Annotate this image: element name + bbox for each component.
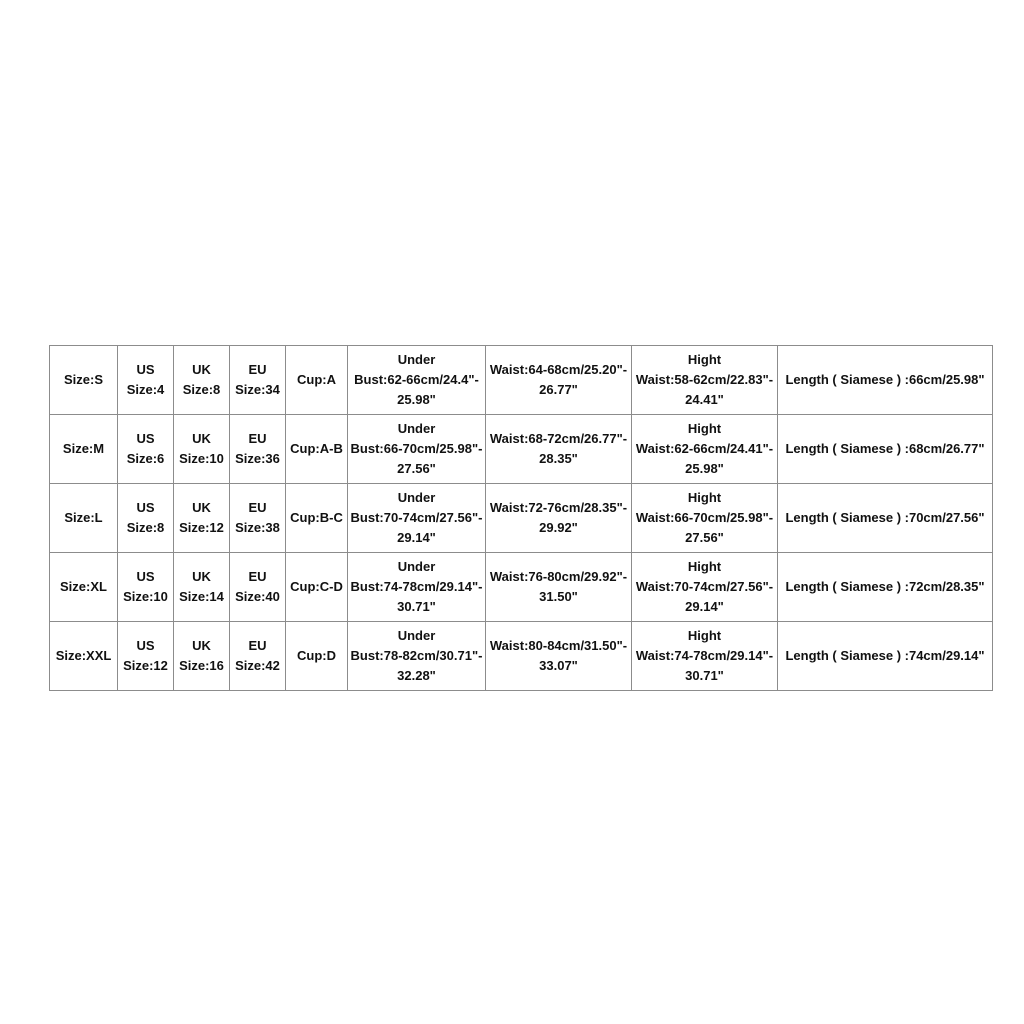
- under-bust-cell: Under Bust:70-74cm/27.56"- 29.14": [348, 484, 486, 553]
- us-size-cell: US Size:6: [118, 415, 174, 484]
- uk-size-cell: UK Size:16: [174, 622, 230, 691]
- eu-size-cell: EU Size:38: [230, 484, 286, 553]
- cup-cell: Cup:D: [286, 622, 348, 691]
- uk-size-cell: UK Size:10: [174, 415, 230, 484]
- waist-cell: Waist:68-72cm/26.77"- 28.35": [486, 415, 632, 484]
- us-size-cell: US Size:12: [118, 622, 174, 691]
- uk-size-cell: UK Size:12: [174, 484, 230, 553]
- under-bust-cell: Under Bust:78-82cm/30.71"- 32.28": [348, 622, 486, 691]
- eu-size-cell: EU Size:34: [230, 346, 286, 415]
- length-cell: Length ( Siamese ) :72cm/28.35": [778, 553, 993, 622]
- hight-waist-cell: Hight Waist:62-66cm/24.41"- 25.98": [632, 415, 778, 484]
- length-cell: Length ( Siamese ) :74cm/29.14": [778, 622, 993, 691]
- hight-waist-cell: Hight Waist:58-62cm/22.83"- 24.41": [632, 346, 778, 415]
- under-bust-cell: Under Bust:66-70cm/25.98"- 27.56": [348, 415, 486, 484]
- table-row: [50, 415, 993, 484]
- waist-cell: Waist:72-76cm/28.35"- 29.92": [486, 484, 632, 553]
- us-size-cell: US Size:4: [118, 346, 174, 415]
- eu-size-cell: EU Size:42: [230, 622, 286, 691]
- hight-waist-cell: Hight Waist:66-70cm/25.98"- 27.56": [632, 484, 778, 553]
- length-cell: Length ( Siamese ) :70cm/27.56": [778, 484, 993, 553]
- eu-size-cell: EU Size:40: [230, 553, 286, 622]
- size-cell: Size:L: [50, 484, 118, 553]
- hight-waist-cell: Hight Waist:74-78cm/29.14"- 30.71": [632, 622, 778, 691]
- eu-size-cell: EU Size:36: [230, 415, 286, 484]
- size-cell: Size:XXL: [50, 622, 118, 691]
- length-cell: Length ( Siamese ) :66cm/25.98": [778, 346, 993, 415]
- size-cell: Size:S: [50, 346, 118, 415]
- cup-cell: Cup:A-B: [286, 415, 348, 484]
- waist-cell: Waist:64-68cm/25.20"- 26.77": [486, 346, 632, 415]
- hight-waist-cell: Hight Waist:70-74cm/27.56"- 29.14": [632, 553, 778, 622]
- table-row: [50, 346, 993, 415]
- waist-cell: Waist:76-80cm/29.92"- 31.50": [486, 553, 632, 622]
- waist-cell: Waist:80-84cm/31.50"- 33.07": [486, 622, 632, 691]
- length-cell: Length ( Siamese ) :68cm/26.77": [778, 415, 993, 484]
- under-bust-cell: Under Bust:74-78cm/29.14"- 30.71": [348, 553, 486, 622]
- size-cell: Size:XL: [50, 553, 118, 622]
- under-bust-cell: Under Bust:62-66cm/24.4"- 25.98": [348, 346, 486, 415]
- us-size-cell: US Size:10: [118, 553, 174, 622]
- cup-cell: Cup:A: [286, 346, 348, 415]
- table-row: [50, 622, 993, 691]
- uk-size-cell: UK Size:8: [174, 346, 230, 415]
- table-row: [50, 484, 993, 553]
- uk-size-cell: UK Size:14: [174, 553, 230, 622]
- size-cell: Size:M: [50, 415, 118, 484]
- size-chart-table: [49, 345, 993, 691]
- us-size-cell: US Size:8: [118, 484, 174, 553]
- cup-cell: Cup:B-C: [286, 484, 348, 553]
- table-row: [50, 553, 993, 622]
- cup-cell: Cup:C-D: [286, 553, 348, 622]
